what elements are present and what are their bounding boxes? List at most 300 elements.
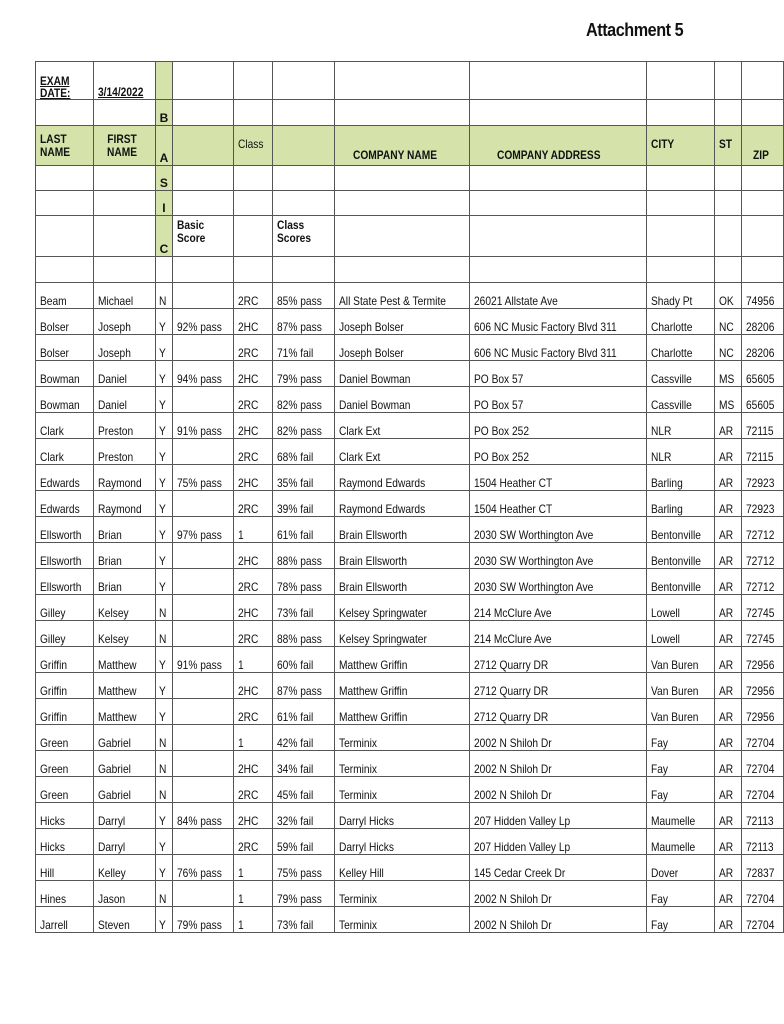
company-address-text: 2002 N Shiloh Dr [474, 918, 552, 932]
basic-text: N [159, 606, 167, 620]
exam-date-value [93, 62, 155, 100]
class-score-text: 82% pass [277, 398, 323, 412]
cell-city [646, 855, 714, 881]
cell-basic [156, 881, 173, 907]
cell-state [714, 829, 741, 855]
company-address-text: PO Box 57 [474, 372, 524, 386]
cell-class-score [273, 439, 335, 465]
first-name-text: Preston [97, 450, 133, 464]
company-address-text: 2002 N Shiloh Dr [474, 736, 552, 750]
last-name-text: Gilley [40, 606, 66, 620]
state-text: AR [718, 632, 733, 646]
cell-last-name [36, 361, 94, 387]
cell-first-name [93, 751, 155, 777]
cell-basic-score [172, 309, 234, 335]
cell-class-score [273, 361, 335, 387]
cell-company-address [470, 907, 647, 933]
cell-basic [156, 387, 173, 413]
cell-first-name [93, 335, 155, 361]
cell-state [714, 777, 741, 803]
cell-basic-score [172, 881, 234, 907]
cell-last-name [36, 855, 94, 881]
zip-text: 74956 [745, 294, 774, 308]
cell-first-name [93, 387, 155, 413]
state-text: AR [718, 866, 733, 880]
class-score-text: 73% fail [277, 918, 314, 932]
basic-letter-a: A [156, 126, 173, 166]
cell-zip [741, 829, 783, 855]
cell-company-address [470, 803, 647, 829]
cell-first-name [93, 777, 155, 803]
company-name-text: Daniel Bowman [339, 372, 411, 386]
first-name-text: Kelley [97, 866, 126, 880]
cell-state [714, 491, 741, 517]
cell-last-name [36, 907, 94, 933]
company-address-text: 2712 Quarry DR [474, 658, 549, 672]
cell-state [714, 673, 741, 699]
first-name-text: Daniel [97, 398, 127, 412]
cell-company-name [335, 387, 470, 413]
cell-company-address [470, 335, 647, 361]
company-name-text: Kelley Hill [339, 866, 384, 880]
basic-text: Y [159, 554, 166, 568]
cell-zip [741, 491, 783, 517]
first-name-text: Joseph [97, 346, 131, 360]
zip-text: 72113 [745, 814, 774, 828]
cell-state [714, 361, 741, 387]
basic-text: N [159, 762, 167, 776]
company-address-text: 207 Hidden Valley Lp [474, 814, 571, 828]
class-text: 2HC [238, 476, 259, 490]
first-name-text: Raymond [97, 502, 142, 516]
cell-company-address [470, 699, 647, 725]
last-name-text: Edwards [40, 476, 80, 490]
cell-state [714, 699, 741, 725]
first-name-text: Michael [97, 294, 133, 308]
cell-class-score [273, 335, 335, 361]
table-row [36, 517, 784, 543]
cell-company-name [335, 621, 470, 647]
cell-company-name [335, 309, 470, 335]
cell-class-score [273, 413, 335, 439]
class-scores-header-text: Class Scores [277, 218, 312, 245]
class-score-text: 75% pass [277, 866, 323, 880]
city-text: Cassville [650, 372, 692, 386]
company-address-text: PO Box 252 [474, 424, 530, 438]
state-text: NC [718, 320, 734, 334]
cell-company-name [335, 803, 470, 829]
last-name-text: Bowman [40, 398, 80, 412]
city-text: Cassville [650, 398, 692, 412]
exam-date-label [36, 62, 94, 100]
cell-basic [156, 335, 173, 361]
class-text: 2RC [238, 632, 259, 646]
class-text: 1 [238, 918, 245, 932]
cell-company-address [470, 465, 647, 491]
cell-basic-score [172, 283, 234, 309]
table-row [36, 491, 784, 517]
basic-score-text: 97% pass [176, 528, 222, 542]
cell-company-name [335, 283, 470, 309]
cell-company-address [470, 569, 647, 595]
cell-state [714, 309, 741, 335]
company-name-text: Joseph Bolser [339, 320, 404, 334]
cell-city [646, 335, 714, 361]
state-text: AR [718, 450, 733, 464]
cell-company-name [335, 647, 470, 673]
zip-text: 72712 [745, 554, 774, 568]
cell-company-address [470, 725, 647, 751]
class-score-text: 59% fail [277, 840, 314, 854]
cell-company-name [335, 829, 470, 855]
cell-company-address [470, 517, 647, 543]
class-text: 2RC [238, 502, 259, 516]
basic-text: Y [159, 710, 166, 724]
state-text: AR [718, 918, 733, 932]
cell-first-name [93, 309, 155, 335]
cell-class [234, 907, 273, 933]
cell-company-address [470, 283, 647, 309]
cell-basic-score [172, 855, 234, 881]
cell-last-name [36, 465, 94, 491]
cell-company-name [335, 465, 470, 491]
zip-text: 72837 [745, 866, 774, 880]
table-row [36, 543, 784, 569]
zip-text: 72923 [745, 502, 774, 516]
table-row [36, 465, 784, 491]
cell-basic [156, 465, 173, 491]
basic-text: Y [159, 320, 166, 334]
first-name-text: Kelsey [97, 632, 129, 646]
cell-class [234, 725, 273, 751]
class-score-text: 34% fail [277, 762, 314, 776]
last-name-text: Ellsworth [40, 528, 82, 542]
table-row [36, 803, 784, 829]
company-address-text: 606 NC Music Factory Blvd 311 [474, 320, 617, 334]
cell-company-name [335, 595, 470, 621]
company-name-text: Terminix [339, 892, 378, 906]
cell-basic-score [172, 543, 234, 569]
cell-basic [156, 621, 173, 647]
cell-company-name [335, 439, 470, 465]
table-row [36, 413, 784, 439]
class-text: 2HC [238, 606, 259, 620]
zip-text: 72745 [745, 632, 774, 646]
cell-class-score [273, 569, 335, 595]
city-text: Charlotte [650, 320, 693, 334]
cell-basic-score [172, 465, 234, 491]
cell-basic [156, 855, 173, 881]
state-text: AR [718, 684, 733, 698]
cell-state [714, 335, 741, 361]
city-text: Lowell [650, 632, 680, 646]
cell-state [714, 543, 741, 569]
city-text: Fay [650, 918, 668, 932]
last-name-text: Clark [40, 450, 64, 464]
cell-zip [741, 413, 783, 439]
cell-first-name [93, 725, 155, 751]
cell-company-address [470, 309, 647, 335]
company-address-text: 1504 Heather CT [474, 502, 553, 516]
cell-class [234, 335, 273, 361]
basic-letter-b: B [156, 100, 173, 126]
last-name-text: Ellsworth [40, 580, 82, 594]
last-name-text: Edwards [40, 502, 80, 516]
cell-state [714, 569, 741, 595]
company-name-text: Terminix [339, 918, 378, 932]
city-text: Barling [650, 476, 683, 490]
cell-city [646, 907, 714, 933]
cell-basic [156, 413, 173, 439]
cell-first-name [93, 491, 155, 517]
cell-first-name [93, 283, 155, 309]
first-name-text: Steven [97, 918, 130, 932]
cell-company-address [470, 881, 647, 907]
cell-basic-score [172, 595, 234, 621]
cell-city [646, 725, 714, 751]
basic-text: Y [159, 866, 166, 880]
last-name-text: Green [40, 762, 69, 776]
cell-basic-score [172, 725, 234, 751]
cell-class-score [273, 803, 335, 829]
zip-text: 72712 [745, 580, 774, 594]
col-zip [741, 126, 783, 166]
col-first-name [93, 126, 155, 166]
table-row [36, 673, 784, 699]
company-address-text: 606 NC Music Factory Blvd 311 [474, 346, 617, 360]
cell-first-name [93, 829, 155, 855]
table-row [36, 907, 784, 933]
class-score-text: 88% pass [277, 632, 323, 646]
cell-basic-score [172, 777, 234, 803]
last-name-text: Hines [40, 892, 67, 906]
cell-class-score [273, 491, 335, 517]
cell-last-name [36, 517, 94, 543]
company-address-text: PO Box 57 [474, 398, 524, 412]
basic-score-text: 84% pass [176, 814, 222, 828]
cell-company-address [470, 491, 647, 517]
cell-basic [156, 699, 173, 725]
cell-last-name [36, 751, 94, 777]
last-name-text: Griffin [40, 684, 68, 698]
cell-company-name [335, 569, 470, 595]
cell-last-name [36, 829, 94, 855]
company-name-text: Raymond Edwards [339, 476, 426, 490]
cell-first-name [93, 595, 155, 621]
cell-zip [741, 725, 783, 751]
table-row [36, 335, 784, 361]
cell-class-score [273, 699, 335, 725]
zip-text: 28206 [745, 320, 774, 334]
state-text: AR [718, 502, 733, 516]
city-text: Barling [650, 502, 683, 516]
first-name-text: Kelsey [97, 606, 129, 620]
basic-text: N [159, 632, 167, 646]
class-score-text: 35% fail [277, 476, 314, 490]
zip-text: 72704 [745, 892, 774, 906]
basic-text: Y [159, 502, 166, 516]
state-text: MS [718, 398, 734, 412]
cell-state [714, 387, 741, 413]
class-text: 2RC [238, 788, 259, 802]
class-score-text: 45% fail [277, 788, 314, 802]
cell-class-score [273, 387, 335, 413]
basic-text: Y [159, 658, 166, 672]
col-company-address-text: COMPANY ADDRESS [497, 148, 601, 162]
class-text: 2HC [238, 424, 259, 438]
cell-zip [741, 517, 783, 543]
cell-zip [741, 465, 783, 491]
company-address-text: 2002 N Shiloh Dr [474, 892, 552, 906]
cell-class-score [273, 751, 335, 777]
class-score-text: 60% fail [277, 658, 314, 672]
class-text: 2HC [238, 320, 259, 334]
cell-last-name [36, 647, 94, 673]
cell-basic [156, 829, 173, 855]
class-text: 2RC [238, 294, 259, 308]
company-name-text: Matthew Griffin [339, 710, 408, 724]
cell-basic-score [172, 361, 234, 387]
cell-zip [741, 855, 783, 881]
cell-class [234, 751, 273, 777]
cell-company-address [470, 439, 647, 465]
class-text: 2RC [238, 398, 259, 412]
first-name-text: Matthew [97, 710, 137, 724]
zip-text: 28206 [745, 346, 774, 360]
company-address-text: 2712 Quarry DR [474, 710, 549, 724]
basic-text: Y [159, 476, 166, 490]
state-text: OK [718, 294, 734, 308]
cell-state [714, 751, 741, 777]
cell-company-name [335, 855, 470, 881]
cell-zip [741, 803, 783, 829]
class-text: 2HC [238, 684, 259, 698]
last-name-text: Jarrell [40, 918, 68, 932]
cell-class-score [273, 881, 335, 907]
first-name-text: Brian [97, 554, 122, 568]
class-score-text: 32% fail [277, 814, 314, 828]
class-score-text: 82% pass [277, 424, 323, 438]
cell-company-name [335, 907, 470, 933]
cell-basic [156, 777, 173, 803]
cell-last-name [36, 439, 94, 465]
cell-last-name [36, 283, 94, 309]
cell-city [646, 439, 714, 465]
city-text: Bentonville [650, 554, 701, 568]
class-score-text: 88% pass [277, 554, 323, 568]
cell-company-name [335, 491, 470, 517]
zip-text: 72923 [745, 476, 774, 490]
state-text: AR [718, 658, 733, 672]
city-text: Charlotte [650, 346, 693, 360]
class-text: 2HC [238, 814, 259, 828]
cell-zip [741, 647, 783, 673]
cell-basic-score [172, 387, 234, 413]
table-row [36, 699, 784, 725]
class-score-text: 87% pass [277, 684, 323, 698]
cell-state [714, 283, 741, 309]
cell-zip [741, 673, 783, 699]
company-name-text: Terminix [339, 762, 378, 776]
cell-basic [156, 309, 173, 335]
cell-city [646, 881, 714, 907]
basic-score-text: 92% pass [176, 320, 222, 334]
company-name-text: Matthew Griffin [339, 658, 408, 672]
basic-score-header [172, 216, 234, 257]
company-name-text: Darryl Hicks [339, 840, 395, 854]
basic-text: Y [159, 840, 166, 854]
cell-city [646, 517, 714, 543]
state-text: NC [718, 346, 734, 360]
cell-company-name [335, 673, 470, 699]
cell-basic-score [172, 569, 234, 595]
zip-text: 65605 [745, 372, 774, 386]
zip-text: 65605 [745, 398, 774, 412]
cell-company-name [335, 777, 470, 803]
class-text: 2RC [238, 710, 259, 724]
first-name-text: Darryl [97, 814, 125, 828]
table-row [36, 725, 784, 751]
cell-city [646, 777, 714, 803]
last-name-text: Green [40, 736, 69, 750]
cell-city [646, 283, 714, 309]
cell-zip [741, 387, 783, 413]
exam-date-label-text: EXAM DATE: [40, 74, 71, 100]
cell-first-name [93, 413, 155, 439]
cell-company-address [470, 543, 647, 569]
cell-company-name [335, 881, 470, 907]
class-score-text: 42% fail [277, 736, 314, 750]
cell-class-score [273, 777, 335, 803]
cell-company-address [470, 413, 647, 439]
cell-class-score [273, 595, 335, 621]
cell-class [234, 413, 273, 439]
basic-text: Y [159, 684, 166, 698]
cell-class-score [273, 907, 335, 933]
cell-class [234, 803, 273, 829]
cell-state [714, 439, 741, 465]
company-name-text: Brain Ellsworth [339, 554, 408, 568]
zip-text: 72704 [745, 736, 774, 750]
first-name-text: Gabriel [97, 788, 131, 802]
basic-text: Y [159, 580, 166, 594]
cell-basic [156, 569, 173, 595]
cell-basic [156, 491, 173, 517]
company-address-text: 2030 SW Worthington Ave [474, 554, 594, 568]
table-row [36, 881, 784, 907]
cell-basic-score [172, 335, 234, 361]
cell-first-name [93, 517, 155, 543]
col-class [234, 126, 273, 166]
class-score-text: 85% pass [277, 294, 323, 308]
cell-basic [156, 803, 173, 829]
company-name-text: Joseph Bolser [339, 346, 404, 360]
col-st-text: ST [718, 137, 732, 151]
class-score-text: 68% fail [277, 450, 314, 464]
class-text: 1 [238, 736, 245, 750]
class-text: 1 [238, 892, 245, 906]
cell-basic-score [172, 517, 234, 543]
company-address-text: 26021 Allstate Ave [474, 294, 558, 308]
company-name-text: Brain Ellsworth [339, 580, 408, 594]
col-last-name-text: LAST NAME [40, 131, 71, 159]
basic-text: Y [159, 814, 166, 828]
cell-company-address [470, 647, 647, 673]
cell-city [646, 491, 714, 517]
exam-results-table [35, 61, 784, 933]
zip-text: 72115 [745, 450, 774, 464]
cell-zip [741, 439, 783, 465]
